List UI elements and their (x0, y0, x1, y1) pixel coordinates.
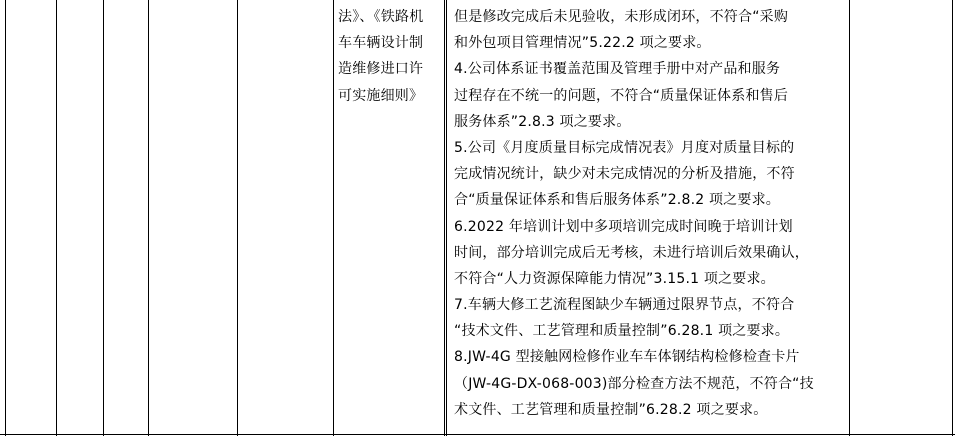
finding-line: 时间，部分培训完成后无考核，未进行培训后效果确认， (454, 244, 809, 261)
regulation-cell (338, 4, 442, 109)
finding-line: 服务体系”2.8.3 项之要求。 (454, 113, 631, 130)
finding-line: 7.车辆大修工艺流程图缺少车辆通过限界节点，不符合 (454, 297, 795, 314)
finding-line: （JW-4G-DX-068-003)部分检查方法不规范，不符合“技 (454, 375, 814, 392)
finding-line: 合“质量保证体系和售后服务体系”2.8.2 项之要求。 (454, 192, 780, 209)
finding-line: “技术文件、工艺管理和质量控制”6.28.1 项之要求。 (454, 323, 790, 340)
finding-line: 术文件、工艺管理和质量控制”6.28.2 项之要求。 (454, 401, 768, 418)
finding-line: 和外包项目管理情况”5.22.2 项之要求。 (454, 35, 711, 52)
finding-line: 不符合“人力资源保障能力情况”3.15.1 项之要求。 (454, 270, 775, 287)
finding-line: 但是修改完成后未见验收，未形成闭环，不符合“采购 (454, 9, 789, 25)
finding-line: 4.公司体系证书覆盖范围及管理手册中对产品和服务 (454, 61, 781, 78)
finding-line: 8.JW-4G 型接触网检修作业车车体钢结构检修检查卡片 (454, 349, 800, 366)
regulation-line: 造维修进口许 (338, 61, 424, 78)
regulation-line: 法》、《铁路机 (338, 9, 424, 25)
column-divider (237, 0, 238, 436)
finding-line: 完成情况统计，缺少对未完成情况的分析及措施，不符 (454, 166, 795, 183)
column-divider (446, 0, 447, 436)
column-divider (444, 0, 445, 436)
regulation-line: 车车辆设计制 (338, 35, 424, 52)
table-border-right (952, 0, 953, 436)
column-divider (849, 0, 850, 436)
table-border-bottom (0, 434, 955, 435)
regulation-line: 可实施细则》 (338, 87, 424, 104)
column-divider (148, 0, 149, 436)
column-divider (56, 0, 57, 436)
column-divider (333, 0, 334, 436)
finding-line: 6.2022 年培训计划中多项培训完成时间晚于培训计划 (454, 218, 793, 235)
column-divider (103, 0, 104, 436)
finding-line: 5.公司《月度质量目标完成情况表》月度对质量目标的 (454, 139, 795, 156)
table-border-left (5, 0, 6, 436)
finding-line: 过程存在不统一的问题，不符合“质量保证体系和售后 (454, 87, 789, 104)
findings-cell (454, 4, 842, 423)
